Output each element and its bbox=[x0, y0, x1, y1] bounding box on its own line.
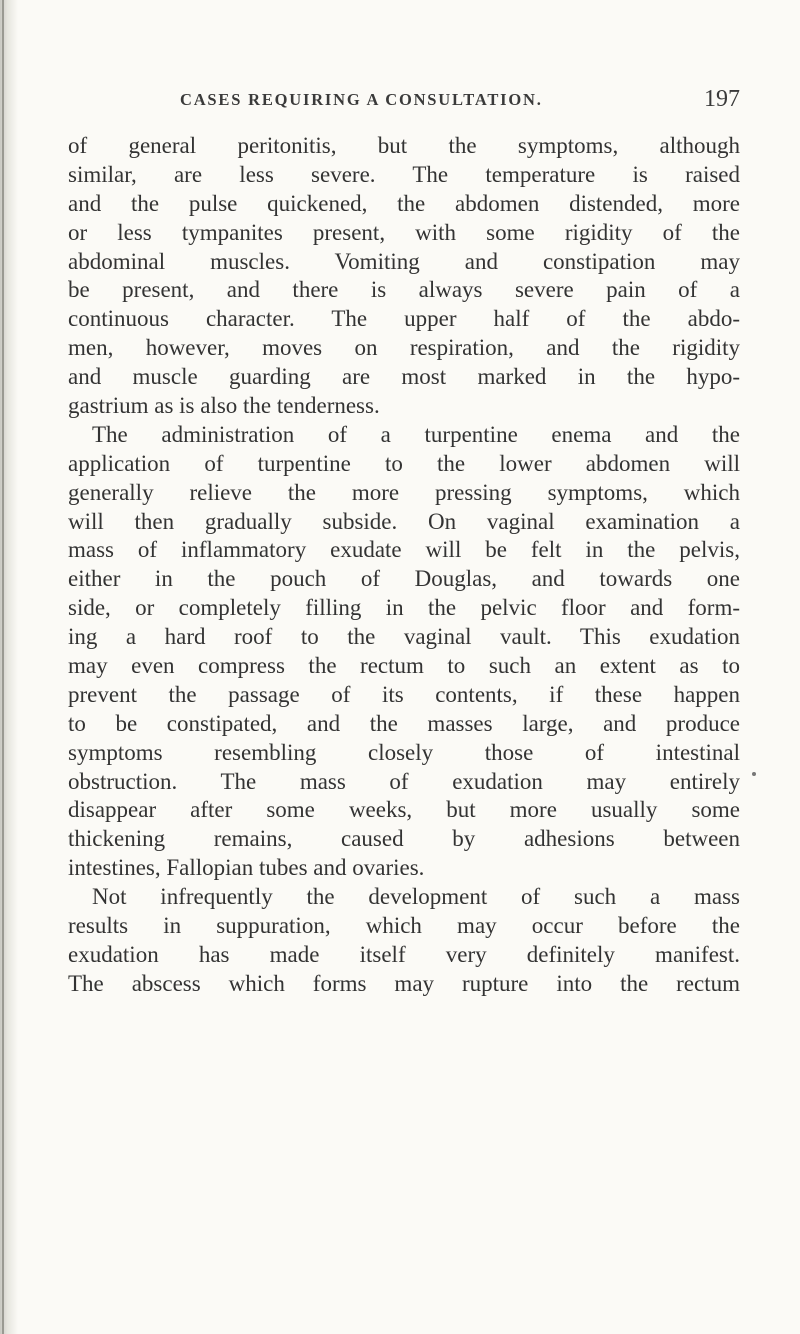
margin-speck bbox=[752, 772, 756, 776]
page-number: 197 bbox=[704, 86, 740, 112]
text-line: similar, are less severe. The temperature is raised bbox=[68, 161, 740, 187]
body-text bbox=[68, 132, 740, 999]
text-line: men, however, moves on respiration, and the rigidity bbox=[68, 335, 740, 361]
text-line: mass of inflammatory exudate will be felt in the pelvis, bbox=[68, 537, 740, 563]
text-line: symptoms resembling closely those of intestinal bbox=[68, 739, 740, 765]
text-line: ing a hard roof to the vaginal vault. This exudation bbox=[68, 624, 740, 650]
text-line: exudation has made itself very definitely manifest. bbox=[68, 941, 740, 967]
text-line: either in the pouch of Douglas, and towards one bbox=[68, 566, 740, 592]
text-line: may even compress the rectum to such an extent as to bbox=[68, 653, 740, 679]
text-line: and the pulse quickened, the abdomen distended, more bbox=[68, 190, 740, 216]
text-line: to be constipated, and the masses large, and produce bbox=[68, 710, 740, 736]
text-line: continuous character. The upper half of the abdo- bbox=[68, 306, 740, 332]
text-line: will then gradually subside. On vaginal examination a bbox=[68, 508, 740, 534]
text-line: The abscess which forms may rupture into the rectum bbox=[68, 970, 740, 996]
text-line: application of turpentine to the lower abdomen will bbox=[68, 450, 740, 476]
text-line: generally relieve the more pressing symptoms, which bbox=[68, 479, 740, 505]
text-line: be present, and there is always severe pain of a bbox=[68, 277, 740, 303]
text-line: abdominal muscles. Vomiting and constipation may bbox=[68, 248, 740, 274]
text-line: gastrium as is also the tenderness. bbox=[68, 393, 380, 419]
running-head-title: CASES REQUIRING A CONSULTATION. bbox=[180, 90, 543, 109]
text-line: results in suppuration, which may occur before the bbox=[68, 913, 740, 939]
text-line: obstruction. The mass of exudation may entirely bbox=[68, 768, 740, 794]
text-line: Not infrequently the development of such a mass bbox=[92, 884, 740, 910]
text-line: The administration of a turpentine enema and the bbox=[92, 421, 740, 447]
text-line: and muscle guarding are most marked in the hypo- bbox=[68, 364, 740, 390]
text-line: prevent the passage of its contents, if these happen bbox=[68, 681, 740, 707]
text-line: side, or completely filling in the pelvic floor and form- bbox=[68, 595, 740, 621]
text-line: disappear after some weeks, but more usually some bbox=[68, 797, 740, 823]
text-line: or less tympanites present, with some rigidity of the bbox=[68, 219, 740, 245]
text-line: thickening remains, caused by adhesions between bbox=[68, 826, 740, 852]
page-gutter-line bbox=[2, 0, 4, 1334]
running-head bbox=[180, 86, 740, 120]
text-line: intestines, Fallopian tubes and ovaries. bbox=[68, 855, 425, 881]
text-line: of general peritonitis, but the symptoms, although bbox=[68, 133, 740, 158]
